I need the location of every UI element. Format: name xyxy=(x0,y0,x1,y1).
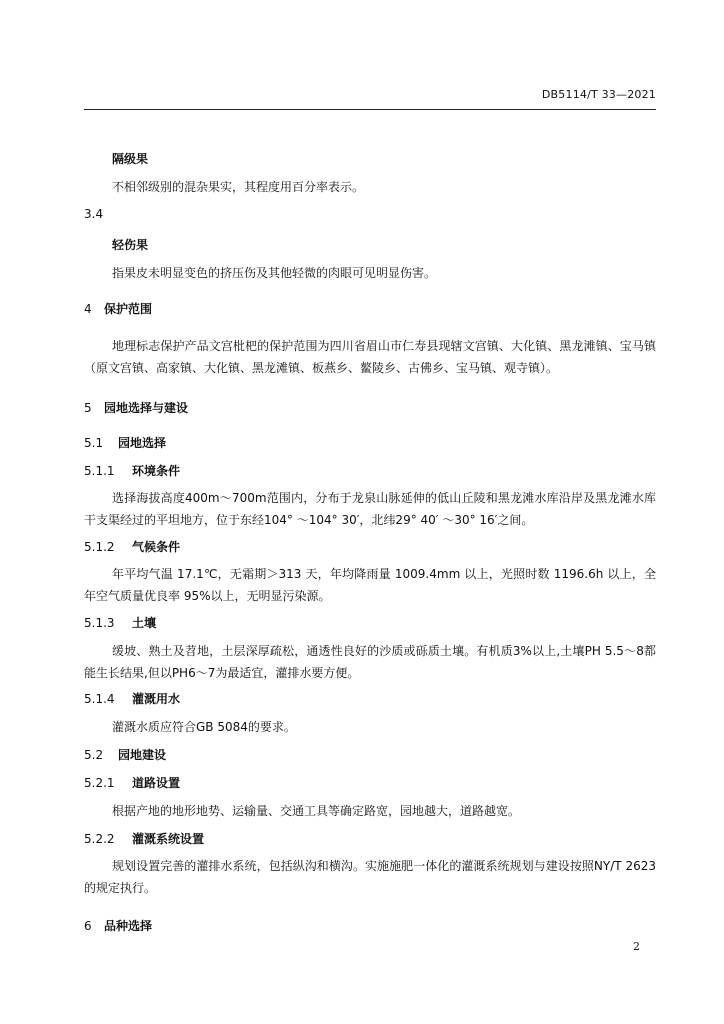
section-5-1-2-heading xyxy=(84,538,180,555)
term-definition-light-damage: 指果皮未明显变色的挤压伤及其他轻微的肉眼可见明显伤害。 xyxy=(112,266,437,280)
header-rule xyxy=(84,109,656,110)
section-title: 品种选择 xyxy=(104,919,153,933)
page-number: 2 xyxy=(633,940,640,953)
section-5-2-1-text: 根据产地的地形地势、运输量、交通工具等确定路宽，园地越大，道路越宽。 xyxy=(112,804,521,818)
section-title: 保护范围 xyxy=(104,302,153,316)
section-title: 园地选择与建设 xyxy=(104,401,189,415)
section-title: 园地选择 xyxy=(118,436,167,450)
section-number: 5.2.1 xyxy=(84,776,115,790)
section-5-1-heading xyxy=(84,434,166,451)
section-title: 灌溉用水 xyxy=(132,692,181,706)
section-number: 5.2.2 xyxy=(84,832,115,846)
clause-number-3-4: 3.4 xyxy=(84,207,104,221)
section-number: 4 xyxy=(84,302,92,316)
section-title: 园地建设 xyxy=(118,748,167,762)
term-title-light-damage: 轻伤果 xyxy=(112,238,149,252)
section-5-1-1-text: 选择海拔高度400m～700m范围内，分布于龙泉山脉延伸的低山丘陵和黑龙滩水库沿岸及黑龙滩水库干支渠经过的平坦地方，位于东经104° ～104° 30′，北纬29° 40′ ～30° 16′之间。 xyxy=(84,491,656,527)
section-4-heading xyxy=(84,300,152,317)
section-title: 灌溉系统设置 xyxy=(132,832,205,846)
section-5-heading xyxy=(84,399,188,416)
section-title: 道路设置 xyxy=(132,776,181,790)
section-number: 5.1.4 xyxy=(84,692,115,706)
section-number: 5.1 xyxy=(84,436,104,450)
section-title: 气候条件 xyxy=(132,540,181,554)
section-5-2-heading xyxy=(84,746,166,763)
section-5-2-2-text: 规划设置完善的灌排水系统，包括纵沟和横沟。实施施肥一体化的灌溉系统规划与建设按照NY/T 2623的规定执行。 xyxy=(84,859,656,895)
section-5-2-1-heading xyxy=(84,774,180,791)
section-number: 5.2 xyxy=(84,748,104,762)
section-title: 土壤 xyxy=(132,616,157,630)
section-5-1-3-heading xyxy=(84,614,156,631)
section-number: 5.1.2 xyxy=(84,540,115,554)
section-title: 环境条件 xyxy=(132,464,181,478)
term-definition-graded-fruit: 不相邻级别的混杂果实，其程度用百分率表示。 xyxy=(112,180,365,194)
section-5-1-2-text: 年平均气温 17.1℃，无霜期＞313 天，年均降雨量 1009.4mm 以上，光照时数 1196.6h 以上，全年空气质量优良率 95%以上，无明显污染源。 xyxy=(84,567,656,603)
section-5-1-4-text: 灌溉水质应符合GB 5084的要求。 xyxy=(112,720,296,734)
document-code: DB5114/T 33—2021 xyxy=(541,88,656,101)
section-number: 5.1.3 xyxy=(84,616,115,630)
section-5-1-4-heading xyxy=(84,690,180,707)
section-5-1-1-heading xyxy=(84,462,180,479)
term-title-graded-fruit: 隔级果 xyxy=(112,152,149,166)
section-number: 5.1.1 xyxy=(84,464,115,478)
section-5-2-2-heading xyxy=(84,830,204,847)
section-number: 5 xyxy=(84,401,92,415)
section-6-heading xyxy=(84,917,152,934)
section-number: 6 xyxy=(84,919,92,933)
section-4-text: 地理标志保护产品文宫枇杷的保护范围为四川省眉山市仁寿县现辖文宫镇、大化镇、黑龙滩镇、宝马镇（原文宫镇、高家镇、大化镇、黑龙滩镇、板燕乡、鳌陵乡、古佛乡、宝马镇、观寺镇）。 xyxy=(84,339,656,375)
section-5-1-3-text: 缓坡、熟土及苕地，土层深厚疏松，通透性良好的沙质或砾质土壤。有机质3%以上,土壤PH 5.5～8都能生长结果,但以PH6～7为最适宜，灌排水要方便。 xyxy=(84,644,656,680)
